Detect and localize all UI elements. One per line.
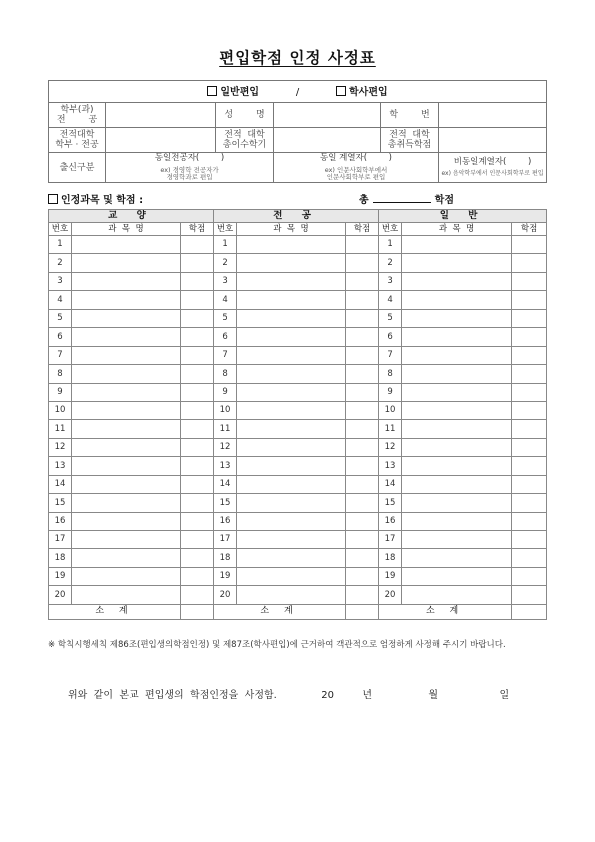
table-row [49,457,547,475]
major-row-number: 2 [214,254,237,272]
general-row-number: 5 [49,309,72,327]
major-credit-cell[interactable] [346,383,379,401]
general-row-number: 6 [49,328,72,346]
name-label: 성 명 [216,103,274,128]
general-row-number: 15 [49,494,72,512]
same-field-option[interactable] [274,153,439,183]
date-month-label: 월 [428,690,439,701]
general-credit-cell[interactable] [181,457,214,475]
elective-subtotal-label: 소 계 [379,604,512,619]
general-row-number: 9 [49,383,72,401]
elective-row-number: 20 [379,586,402,604]
elective-credit-cell[interactable] [512,512,547,530]
general-credit-cell[interactable] [181,512,214,530]
elective-credit-cell[interactable] [512,494,547,512]
applicant-info-table [48,80,547,183]
different-field-option[interactable] [439,153,547,183]
general-subject-cell[interactable] [72,401,181,419]
major-subtotal-label: 소 계 [214,604,346,619]
major-subject-cell[interactable] [237,254,346,272]
elective-credit-cell[interactable] [512,457,547,475]
general-education-header: 교 양 [49,210,214,223]
transfer-type-separator: / [295,86,300,98]
elective-subject-cell[interactable] [402,438,512,456]
col-number: 번호 [49,223,72,236]
major-label: 학부(과) 전 공 [49,103,106,128]
major-row-number: 3 [214,272,237,290]
table-row [49,309,547,327]
major-subject-cell[interactable] [237,291,346,309]
subtotal-row [49,604,547,619]
elective-subject-cell[interactable] [402,512,512,530]
general-credit-cell[interactable] [181,438,214,456]
major-subject-cell[interactable] [237,438,346,456]
same-major-title: 동일전공자( ) [154,153,225,164]
name-field[interactable] [274,103,381,128]
total-credits-field[interactable] [373,202,431,203]
elective-row-number: 17 [379,531,402,549]
elective-subject-cell[interactable] [402,531,512,549]
general-transfer-label: 일반편입 [220,86,260,98]
elective-row-number: 18 [379,549,402,567]
total-credits: 총 학점 [359,195,454,206]
general-subject-cell[interactable] [72,494,181,512]
elective-row-number: 12 [379,438,402,456]
general-subject-cell[interactable] [72,365,181,383]
major-credit-cell[interactable] [346,512,379,530]
general-subject-cell[interactable] [72,531,181,549]
elective-credit-cell[interactable] [512,531,547,549]
major-subject-cell[interactable] [237,457,346,475]
elective-subject-cell[interactable] [402,549,512,567]
general-row-number: 3 [49,272,72,290]
general-subject-cell[interactable] [72,475,181,493]
general-row-number: 13 [49,457,72,475]
major-credit-cell[interactable] [346,254,379,272]
general-row-number: 14 [49,475,72,493]
general-credit-cell[interactable] [181,309,214,327]
elective-subject-cell[interactable] [402,457,512,475]
major-credit-cell[interactable] [346,328,379,346]
general-credit-cell[interactable] [181,586,214,604]
elective-subject-cell[interactable] [402,365,512,383]
elective-row-number: 11 [379,420,402,438]
major-row-number: 9 [214,383,237,401]
general-credit-cell[interactable] [181,365,214,383]
elective-subject-cell[interactable] [402,494,512,512]
elective-row-number: 3 [379,272,402,290]
general-subtotal-value[interactable] [181,604,214,619]
general-credit-cell[interactable] [181,420,214,438]
major-credit-cell[interactable] [346,291,379,309]
major-subject-cell[interactable] [237,494,346,512]
elective-credit-cell[interactable] [512,254,547,272]
elective-subject-cell[interactable] [402,420,512,438]
elective-subject-cell[interactable] [402,567,512,585]
major-row-number: 18 [214,549,237,567]
elective-row-number: 7 [379,346,402,364]
major-subtotal-value[interactable] [346,604,379,619]
general-row-number: 12 [49,438,72,456]
table-row [49,346,547,364]
table-row [49,512,547,530]
approval-statement: 위와 같이 본교 편입생의 학점인정을 사정함. 20 년 월 일 [68,690,510,701]
student-id-label: 학 번 [381,103,439,128]
major-row-number: 15 [214,494,237,512]
elective-row-number: 1 [379,236,402,254]
major-credit-cell[interactable] [346,309,379,327]
table-row [49,438,547,456]
general-credit-cell[interactable] [181,383,214,401]
major-row-number: 8 [214,365,237,383]
elective-credit-cell[interactable] [512,401,547,419]
table-row [49,586,547,604]
elective-row-number: 6 [379,328,402,346]
col-credit: 학점 [181,223,214,236]
major-row-number: 17 [214,531,237,549]
general-elective-header: 일 반 [379,210,547,223]
col-subject: 과 목 명 [402,223,512,236]
major-header: 전 공 [214,210,379,223]
general-subject-cell[interactable] [72,328,181,346]
elective-credit-cell[interactable] [512,346,547,364]
major-credit-cell[interactable] [346,365,379,383]
major-field[interactable] [106,103,216,128]
major-row-number: 16 [214,512,237,530]
previous-credits-field[interactable] [439,128,547,153]
major-credit-cell[interactable] [346,494,379,512]
major-row-number: 14 [214,475,237,493]
major-subject-cell[interactable] [237,549,346,567]
elective-credit-cell[interactable] [512,236,547,254]
elective-row-number: 2 [379,254,402,272]
recognized-credits-line [48,191,546,206]
col-credit: 학점 [346,223,379,236]
major-subject-cell[interactable] [237,512,346,530]
major-subject-cell[interactable] [237,383,346,401]
elective-subject-cell[interactable] [402,272,512,290]
general-subject-cell[interactable] [72,254,181,272]
elective-subject-cell[interactable] [402,346,512,364]
table-row [49,365,547,383]
elective-row-number: 19 [379,567,402,585]
major-subject-cell[interactable] [237,586,346,604]
elective-credit-cell[interactable] [512,383,547,401]
elective-credit-cell[interactable] [512,365,547,383]
elective-row-number: 10 [379,401,402,419]
transfer-type-row [49,81,547,103]
elective-subject-cell[interactable] [402,401,512,419]
general-credit-cell[interactable] [181,531,214,549]
student-id-field[interactable] [439,103,547,128]
table-row [49,420,547,438]
table-row [49,291,547,309]
general-credit-cell[interactable] [181,401,214,419]
table-row [49,475,547,493]
general-subject-cell[interactable] [72,567,181,585]
major-credit-cell[interactable] [346,236,379,254]
elective-credit-cell[interactable] [512,272,547,290]
major-subject-cell[interactable] [237,531,346,549]
table-row [49,494,547,512]
major-row-number: 10 [214,401,237,419]
general-subject-cell[interactable] [72,457,181,475]
major-subject-cell[interactable] [237,567,346,585]
general-credit-cell[interactable] [181,254,214,272]
date-year: 20 [321,690,334,701]
elective-subject-cell[interactable] [402,475,512,493]
major-row-number: 11 [214,420,237,438]
elective-credit-cell[interactable] [512,438,547,456]
regulation-note: ※ 학칙시행세칙 제86조(편입생의학점인정) 및 제87조(학사편입)에 근거하여 객관적으로 엄정하게 사정해 주시기 바랍니다. [48,640,506,650]
table-row [49,549,547,567]
different-field-example: ex) 음악학부에서 인문사회학부로 편입 [441,170,544,178]
general-subject-cell[interactable] [72,291,181,309]
major-subject-cell[interactable] [237,365,346,383]
general-row-number: 20 [49,586,72,604]
origin-label: 출신구분 [49,153,106,183]
major-credit-cell[interactable] [346,567,379,585]
major-subject-cell[interactable] [237,328,346,346]
date-year-label: 년 [362,690,373,701]
major-subject-cell[interactable] [237,236,346,254]
general-row-number: 7 [49,346,72,364]
elective-row-number: 16 [379,512,402,530]
major-row-number: 12 [214,438,237,456]
major-row-number: 5 [214,309,237,327]
credit-table [48,209,547,620]
elective-subject-cell[interactable] [402,328,512,346]
major-row-number: 1 [214,236,237,254]
major-credit-cell[interactable] [346,586,379,604]
general-subject-cell[interactable] [72,420,181,438]
elective-credit-cell[interactable] [512,291,547,309]
general-subject-cell[interactable] [72,272,181,290]
elective-credit-cell[interactable] [512,586,547,604]
general-credit-cell[interactable] [181,549,214,567]
general-subject-cell[interactable] [72,383,181,401]
table-row [49,383,547,401]
elective-credit-cell[interactable] [512,309,547,327]
major-credit-cell[interactable] [346,457,379,475]
same-field-title: 동일 계열자( ) [319,153,392,164]
elective-row-number: 15 [379,494,402,512]
major-subject-cell[interactable] [237,309,346,327]
general-credit-cell[interactable] [181,567,214,585]
general-row-number: 19 [49,567,72,585]
elective-subtotal-value[interactable] [512,604,547,619]
recognized-credits-checkbox[interactable] [48,194,58,204]
col-number: 번호 [379,223,402,236]
general-credit-cell[interactable] [181,494,214,512]
major-credit-cell[interactable] [346,346,379,364]
general-credit-cell[interactable] [181,272,214,290]
bachelor-transfer-label: 학사편입 [349,86,388,98]
general-subject-cell[interactable] [72,512,181,530]
major-subject-cell[interactable] [237,420,346,438]
same-field-example: ex) 인문사회학부에서 인문사회학부로 편입 [324,165,388,181]
major-subject-cell[interactable] [237,475,346,493]
general-subject-cell[interactable] [72,549,181,567]
elective-credit-cell[interactable] [512,420,547,438]
major-credit-cell[interactable] [346,420,379,438]
col-subject: 과 목 명 [237,223,346,236]
general-subject-cell[interactable] [72,438,181,456]
major-credit-cell[interactable] [346,475,379,493]
major-row-number: 6 [214,328,237,346]
col-subject: 과 목 명 [72,223,181,236]
elective-credit-cell[interactable] [512,328,547,346]
previous-credits-label: 전적 대학 총취득학점 [381,128,439,153]
elective-subject-cell[interactable] [402,586,512,604]
different-field-title: 비동일계열자( ) [453,156,532,167]
major-row-number: 20 [214,586,237,604]
table-row [49,328,547,346]
general-credit-cell[interactable] [181,236,214,254]
major-credit-cell[interactable] [346,531,379,549]
general-subject-cell[interactable] [72,346,181,364]
general-row-number: 2 [49,254,72,272]
general-row-number: 8 [49,365,72,383]
general-row-number: 11 [49,420,72,438]
date-day-label: 일 [499,690,510,701]
general-credit-cell[interactable] [181,291,214,309]
elective-row-number: 4 [379,291,402,309]
table-row [49,401,547,419]
general-subject-cell[interactable] [72,309,181,327]
general-transfer-checkbox[interactable] [207,86,217,96]
major-subject-cell[interactable] [237,401,346,419]
previous-semesters-label: 전적 대학 총이수학기 [216,128,274,153]
page-title: 편입학점 인정 사정표 [219,49,376,67]
previous-semesters-field[interactable] [274,128,381,153]
general-credit-cell[interactable] [181,328,214,346]
general-subject-cell[interactable] [72,236,181,254]
elective-row-number: 8 [379,365,402,383]
table-row [49,254,547,272]
major-row-number: 13 [214,457,237,475]
general-subject-cell[interactable] [72,586,181,604]
major-subject-cell[interactable] [237,272,346,290]
table-row [49,236,547,254]
previous-university-label: 전적대학 학부 · 전공 [49,128,106,153]
major-row-number: 19 [214,567,237,585]
elective-row-number: 5 [379,309,402,327]
elective-credit-cell[interactable] [512,475,547,493]
elective-row-number: 13 [379,457,402,475]
major-credit-cell[interactable] [346,272,379,290]
major-credit-cell[interactable] [346,401,379,419]
bachelor-transfer-checkbox[interactable] [336,86,346,96]
table-row [49,272,547,290]
table-row [49,531,547,549]
general-row-number: 10 [49,401,72,419]
previous-university-field[interactable] [106,128,216,153]
major-row-number: 7 [214,346,237,364]
elective-subject-cell[interactable] [402,309,512,327]
elective-credit-cell[interactable] [512,549,547,567]
col-credit: 학점 [512,223,547,236]
elective-subject-cell[interactable] [402,291,512,309]
recognized-credits-label: 인정과목 및 학점 : [61,195,144,206]
elective-subject-cell[interactable] [402,254,512,272]
general-row-number: 4 [49,291,72,309]
same-major-option[interactable] [106,153,274,183]
same-major-example: ex) 경영학 전공자가 경영학과로 편입 [160,165,219,181]
general-subtotal-label: 소 계 [49,604,181,619]
major-subject-cell[interactable] [237,346,346,364]
general-row-number: 18 [49,549,72,567]
general-row-number: 16 [49,512,72,530]
major-credit-cell[interactable] [346,549,379,567]
elective-credit-cell[interactable] [512,567,547,585]
table-row [49,567,547,585]
general-row-number: 1 [49,236,72,254]
major-row-number: 4 [214,291,237,309]
general-credit-cell[interactable] [181,346,214,364]
major-credit-cell[interactable] [346,438,379,456]
general-credit-cell[interactable] [181,475,214,493]
col-number: 번호 [214,223,237,236]
general-row-number: 17 [49,531,72,549]
elective-row-number: 9 [379,383,402,401]
elective-subject-cell[interactable] [402,383,512,401]
elective-row-number: 14 [379,475,402,493]
elective-subject-cell[interactable] [402,236,512,254]
